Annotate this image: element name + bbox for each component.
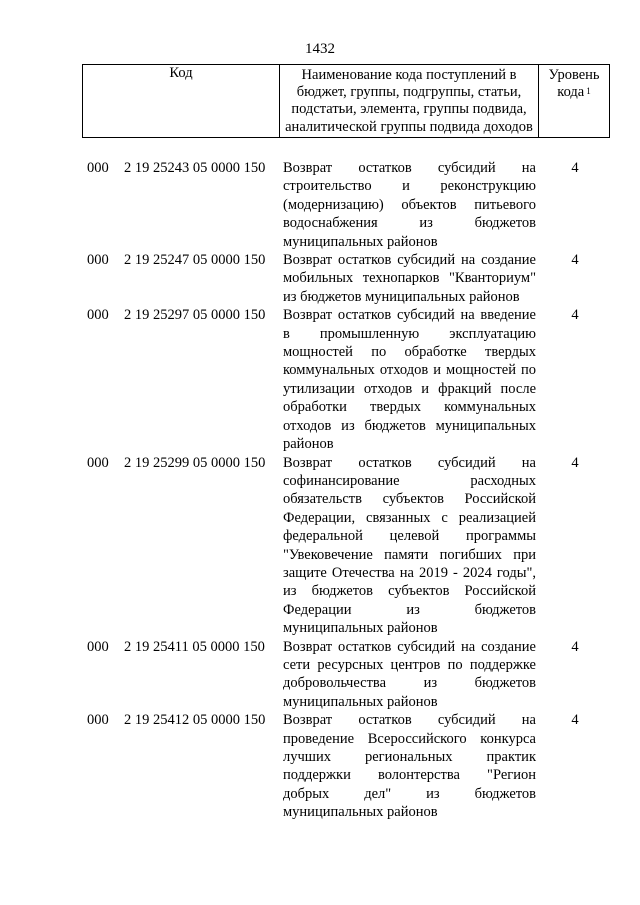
table-row <box>0 251 640 306</box>
row-admin-code: 000 <box>87 638 109 655</box>
row-level: 4 <box>571 638 579 655</box>
row-income-code: 2 19 25412 05 0000 150 <box>124 712 266 729</box>
row-admin-code: 000 <box>87 712 109 729</box>
table-row <box>0 306 640 453</box>
row-name: Возврат остатков субсидий на создание сети ресурсных центров по поддержке добровольчества из бюджетов муниципальных районов <box>283 638 536 710</box>
row-level: 4 <box>571 454 579 471</box>
row-level: 4 <box>571 252 579 269</box>
row-income-code: 2 19 25411 05 0000 150 <box>124 638 265 655</box>
header-name: Наименование кода поступлений в бюджет, группы, подгруппы, статьи, подстатьи, элемента, группы подвида, аналитической группы подвида доходов <box>280 65 539 138</box>
row-admin-code: 000 <box>87 307 109 324</box>
row-name: Возврат остатков субсидий на строительство и реконструкцию (модернизацию) объектов питьевого водоснабжения из бюджетов муниципальных районов <box>283 160 536 250</box>
table-header <box>82 64 610 138</box>
row-level: 4 <box>571 307 579 324</box>
row-level: 4 <box>571 160 579 176</box>
table-row <box>0 638 640 712</box>
header-code: Код <box>83 65 280 138</box>
row-admin-code: 000 <box>87 454 109 471</box>
row-income-code: 2 19 25243 05 0000 150 <box>124 160 266 176</box>
table-row <box>0 454 640 638</box>
header-level-label: Уровень кода <box>548 67 600 101</box>
row-name: Возврат остатков субсидий на проведение Всероссийского конкурса лучших региональных практик поддержки волонтерства "Регион добрых дел" из бюджетов муниципальных районов <box>283 712 536 821</box>
page-number: 1432 <box>305 41 335 57</box>
footnote-marker: 1 <box>586 86 591 97</box>
row-admin-code: 000 <box>87 252 109 269</box>
header-level <box>539 65 610 138</box>
row-name: Возврат остатков субсидий на введение в промышленную эксплуатацию мощностей по обработке твердых коммунальных отходов и мощностей по утилизации отходов и фракций после обработки твердых коммунальных отходов из бюджетов муниципальных районов <box>283 307 536 453</box>
row-income-code: 2 19 25247 05 0000 150 <box>124 252 266 269</box>
table-body <box>0 159 640 822</box>
row-name: Возврат остатков субсидий на создание мобильных технопарков "Кванториум" из бюджетов муниципальных районов <box>283 252 536 305</box>
row-income-code: 2 19 25299 05 0000 150 <box>124 454 266 471</box>
row-admin-code: 000 <box>87 160 109 176</box>
row-level: 4 <box>571 712 579 729</box>
table-row <box>0 159 640 251</box>
row-name: Возврат остатков субсидий на софинансирование расходных обязательств субъектов Российской Федерации, связанных с реализацией федеральной целевой программы "Увековечение памяти погибших при защите Отечества на 2019 - 2024 годы", из бюджетов субъектов Российской Федерации из бюджетов муниципальных районов <box>283 454 536 637</box>
row-income-code: 2 19 25297 05 0000 150 <box>124 307 266 324</box>
table-row <box>0 711 640 821</box>
